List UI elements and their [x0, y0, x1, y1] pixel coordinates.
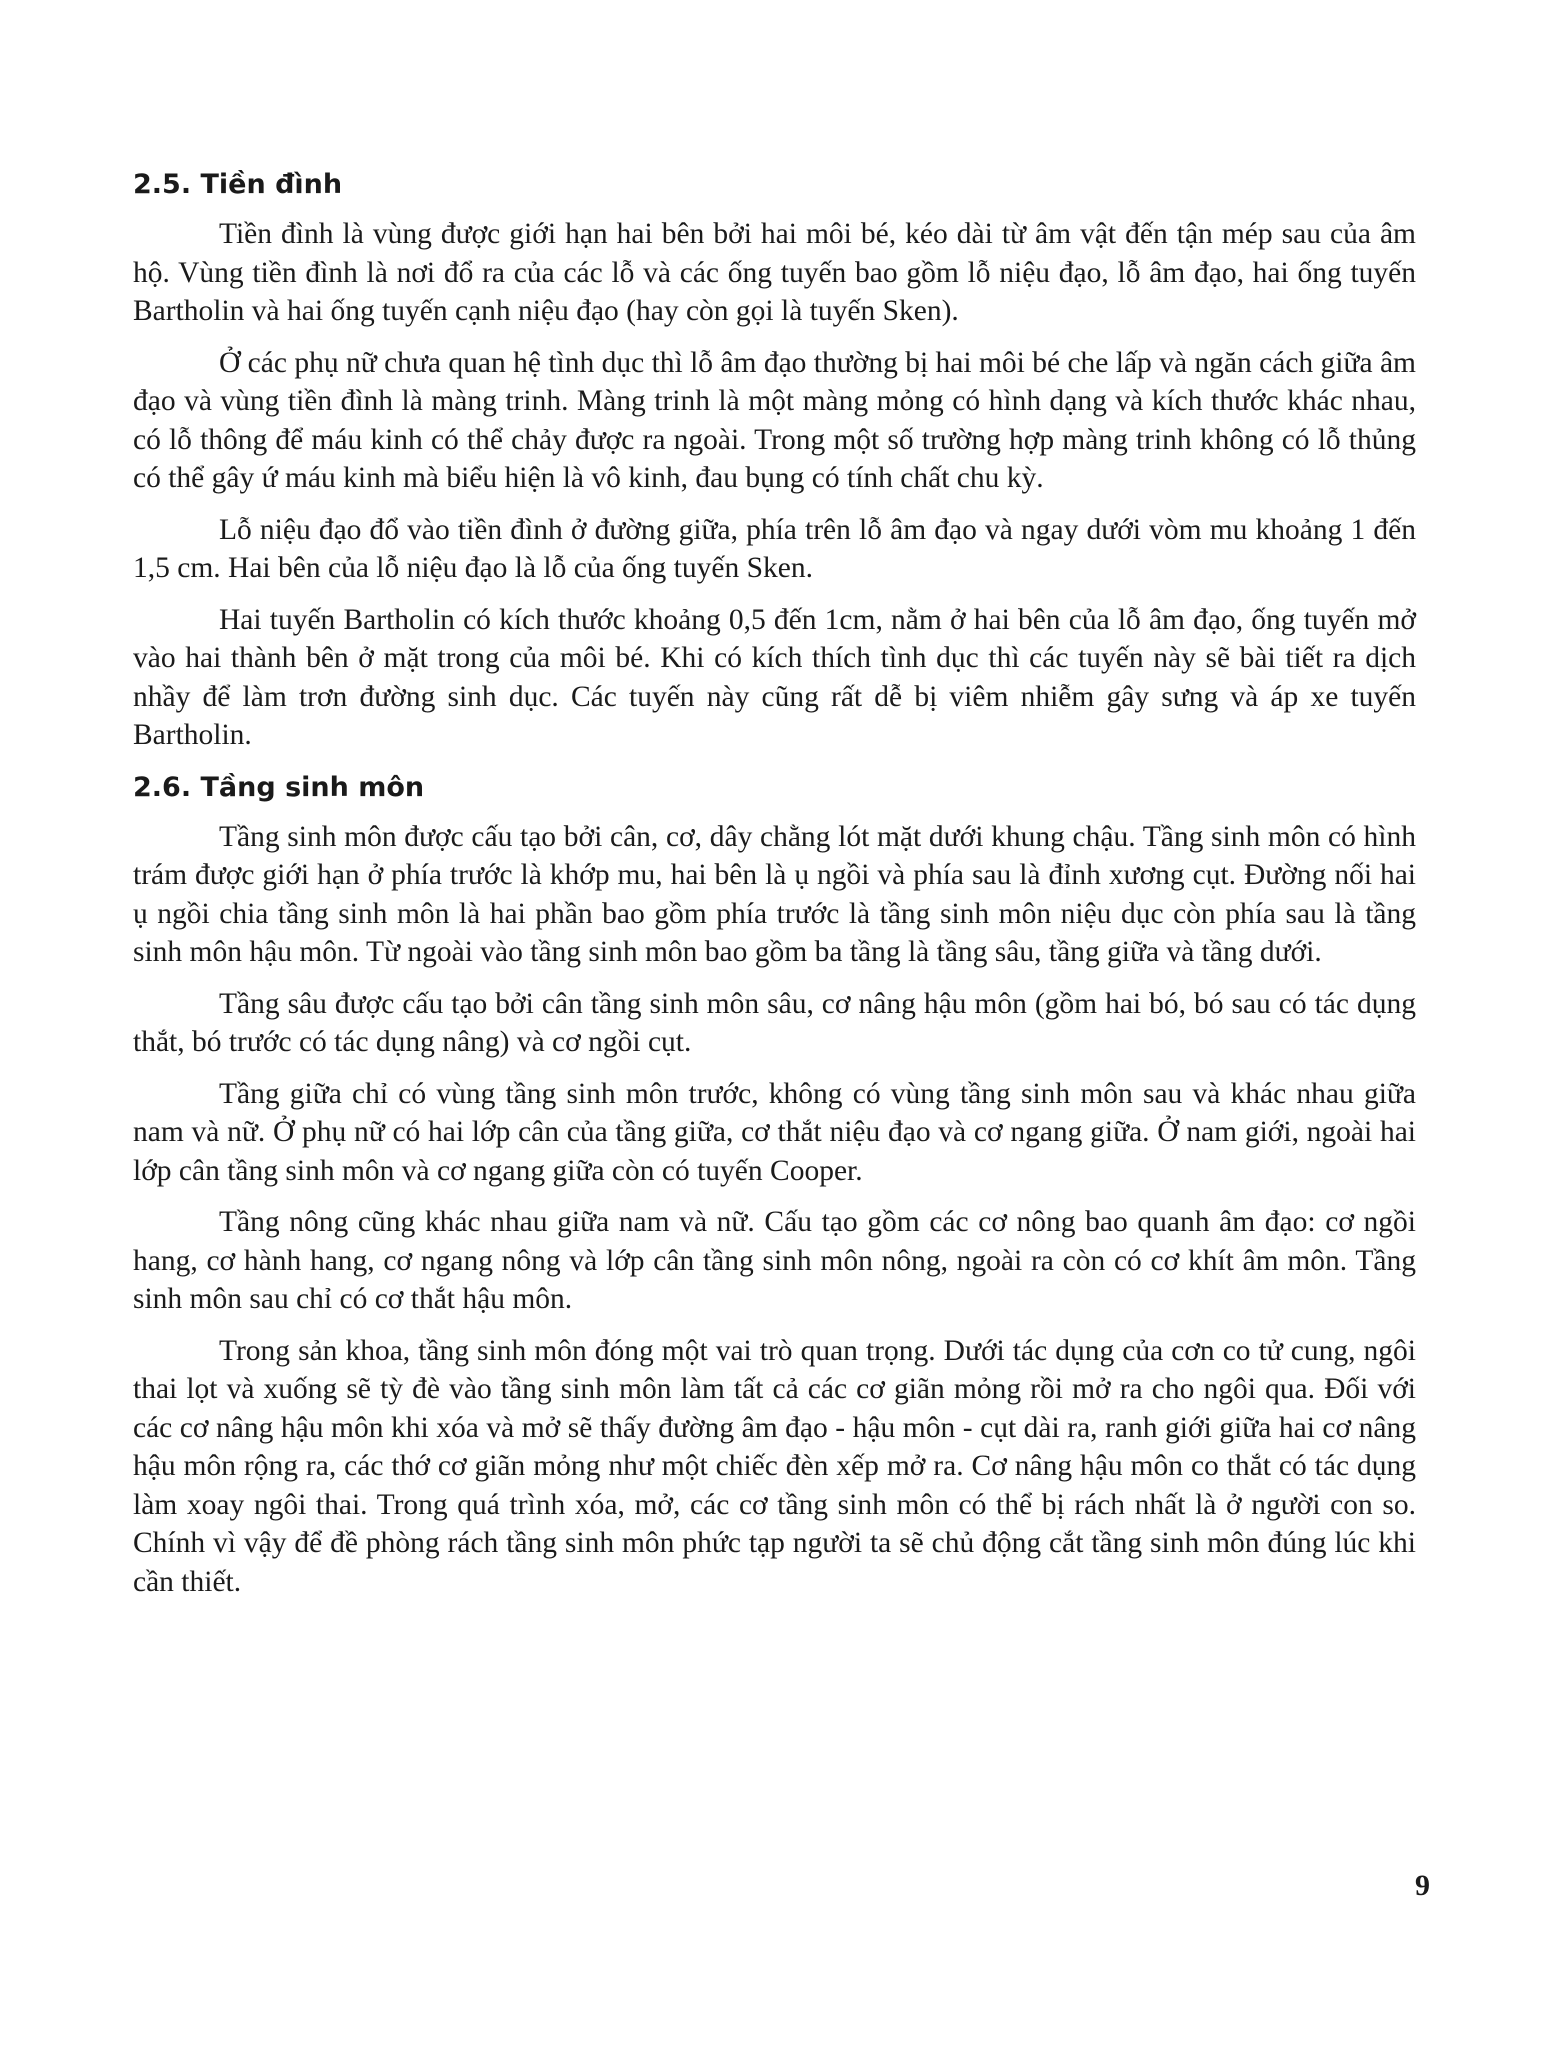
paragraph: Tầng nông cũng khác nhau giữa nam và nữ. Cấu tạo gồm các cơ nông bao quanh âm đạo: cơ ngồi hang, cơ hành hang, cơ ngang nông và lớp cân tầng sinh môn nông, ngoài ra còn có cơ khít âm môn. Tầng sinh môn sau chỉ có cơ thắt hậu môn. [133, 1206, 1416, 1315]
paragraph: Tiền đình là vùng được giới hạn hai bên bởi hai môi bé, kéo dài từ âm vật đến tận mép sau của âm hộ. Vùng tiền đình là nơi đổ ra của các lỗ và các ống tuyến bao gồm lỗ niệu đạo, lỗ âm đạo, hai ống tuyến Bartholin và hai ống tuyến cạnh niệu đạo (hay còn gọi là tuyến Sken). [133, 218, 1416, 327]
paragraph: Hai tuyến Bartholin có kích thước khoảng 0,5 đến 1cm, nằm ở hai bên của lỗ âm đạo, ống tuyến mở vào hai thành bên ở mặt trong của môi bé. Khi có kích thích tình dục thì các tuyến này sẽ bài tiết ra dịch nhầy để làm trơn đường sinh dục. Các tuyến này cũng rất dễ bị viêm nhiễm gây sưng và áp xe tuyến Bartholin. [133, 603, 1416, 751]
paragraph: Tầng sâu được cấu tạo bởi cân tầng sinh môn sâu, cơ nâng hậu môn (gồm hai bó, bó sau có tác dụng thắt, bó trước có tác dụng nâng) và cơ ngồi cụt. [133, 987, 1416, 1058]
page-content [133, 165, 1416, 1614]
paragraph: Tầng sinh môn được cấu tạo bởi cân, cơ, dây chằng lót mặt dưới khung chậu. Tầng sinh môn có hình trám được giới hạn ở phía trước là khớp mu, hai bên là ụ ngồi và phía sau là đỉnh xương cụt. Đường nối hai ụ ngồi chia tầng sinh môn là hai phần bao gồm phía trước là tầng sinh môn niệu dục còn phía sau là tầng sinh môn hậu môn. Từ ngoài vào tầng sinh môn bao gồm ba tầng là tầng sâu, tầng giữa và tầng dưới. [133, 820, 1416, 968]
section-heading: 2.6. Tầng sinh môn [133, 771, 425, 803]
paragraph: Trong sản khoa, tầng sinh môn đóng một vai trò quan trọng. Dưới tác dụng của cơn co tử cung, ngôi thai lọt và xuống sẽ tỳ đè vào tầng sinh môn làm tất cả các cơ giãn mỏng rồi mở ra cho ngôi qua. Đối với các cơ nâng hậu môn khi xóa và mở sẽ thấy đường âm đạo - hậu môn - cụt dài ra, ranh giới giữa hai cơ nâng hậu môn rộng ra, các thớ cơ giãn mỏng như một chiếc đèn xếp mở ra. Cơ nâng hậu môn co thắt có tác dụng làm xoay ngôi thai. Trong quá trình xóa, mở, các cơ tầng sinh môn có thể bị rách nhất là ở người con so. Chính vì vậy để đề phòng rách tầng sinh môn phức tạp người ta sẽ chủ động cắt tầng sinh môn đúng lúc khi cần thiết. [133, 1334, 1416, 1598]
section-heading: 2.5. Tiền đình [133, 169, 343, 200]
paragraph: Tầng giữa chỉ có vùng tầng sinh môn trước, không có vùng tầng sinh môn sau và khác nhau giữa nam và nữ. Ở phụ nữ có hai lớp cân của tầng giữa, cơ thắt niệu đạo và cơ ngang giữa. Ở nam giới, ngoài hai lớp cân tầng sinh môn và cơ ngang giữa còn có tuyến Cooper. [133, 1077, 1416, 1187]
paragraph: Ở các phụ nữ chưa quan hệ tình dục thì lỗ âm đạo thường bị hai môi bé che lấp và ngăn cách giữa âm đạo và vùng tiền đình là màng trinh. Màng trinh là một màng mỏng có hình dạng và kích thước khác nhau, có lỗ thông để máu kinh có thể chảy được ra ngoài. Trong một số trường hợp màng trinh không có lỗ thủng có thể gây ứ máu kinh mà biểu hiện là vô kinh, đau bụng có tính chất chu kỳ. [133, 346, 1416, 494]
page-number: 9 [1415, 1869, 1430, 1902]
section-tang-sinh-mon [133, 768, 1416, 1602]
section-tien-dinh [133, 165, 1416, 755]
paragraph: Lỗ niệu đạo đổ vào tiền đình ở đường giữa, phía trên lỗ âm đạo và ngay dưới vòm mu khoảng 1 đến 1,5 cm. Hai bên của lỗ niệu đạo là lỗ của ống tuyến Sken. [133, 513, 1416, 584]
